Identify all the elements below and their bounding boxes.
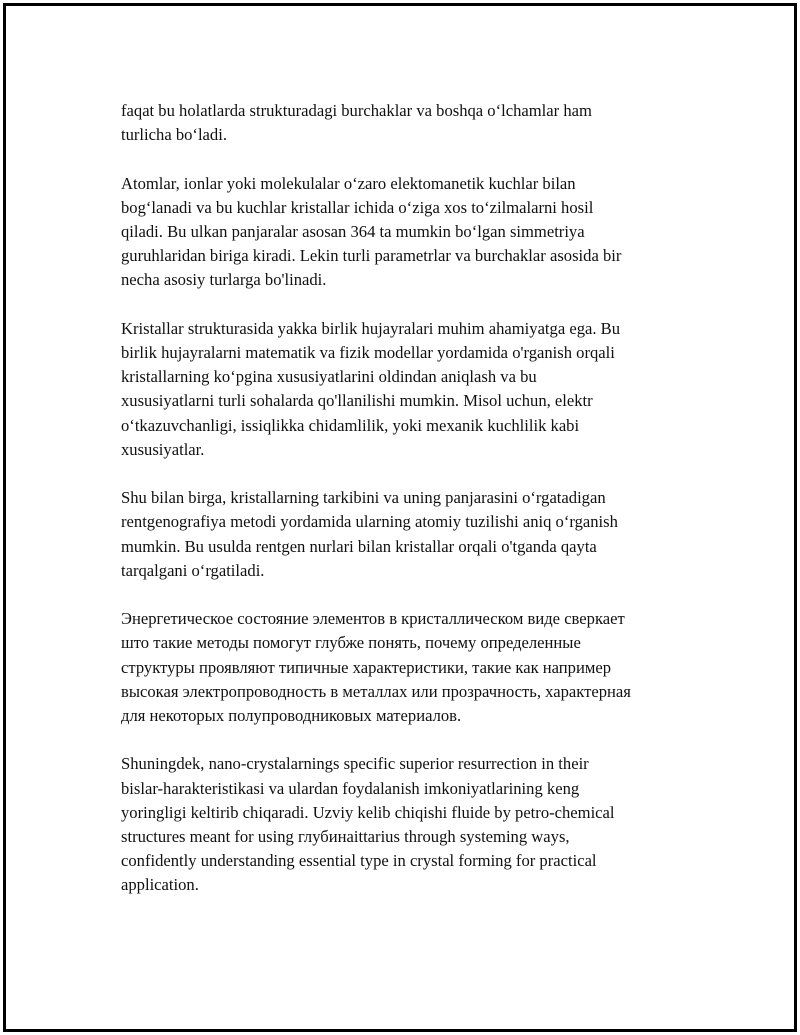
text-line: necha asosiy turlarga bo'linadi. xyxy=(121,270,327,290)
text-line: qiladi. Bu ulkan panjaralar asosan 364 ta mumkin bo‘lgan simmetriya xyxy=(121,222,585,241)
paragraph-1 xyxy=(121,99,701,147)
document-body xyxy=(121,99,701,922)
paragraph-4 xyxy=(121,486,701,583)
text-line: для некоторых полупроводниковых материалов. xyxy=(121,706,462,726)
text-line: xususiyatlarni turli sohalarda qo'llanilishi mumkin. Misol uchun, elektr xyxy=(121,391,593,411)
text-line: structures meant for using глубинаittarius through systeming ways, xyxy=(121,827,570,847)
text-line: bislar-harakteristikasi va ulardan foydalanish imkoniyatlarining keng xyxy=(121,778,580,798)
text-line: Kristallar strukturasida yakka birlik hujayralari muhim ahamiyatga ega. Bu xyxy=(121,318,621,338)
text-line: turlicha bo‘ladi. xyxy=(121,125,227,145)
text-line: xususiyatlar. xyxy=(121,439,205,459)
paragraph-3 xyxy=(121,317,701,462)
text-line: bog‘lanadi va bu kuchlar kristallar ichida o‘ziga xos to‘zilmalarni hosil xyxy=(121,197,594,217)
text-line: guruhlaridan biriga kiradi. Lekin turli parametrlar va burchaklar asosida bir xyxy=(121,246,622,266)
text-line: mumkin. Bu usulda rentgen nurlari bilan kristallar orqali o'tganda qayta xyxy=(121,536,597,556)
paragraph-5 xyxy=(121,607,701,728)
document-page xyxy=(3,3,797,1032)
text-line: confidently understanding essential type in crystal forming for practical xyxy=(121,851,597,871)
text-line: Shu bilan birga, kristallarning tarkibini va uning panjarasini o‘rgatadigan xyxy=(121,488,606,508)
text-line: Энергетическое состояние элементов в кристаллическом виде сверкает xyxy=(121,609,625,629)
text-line: tarqalgani o‘rgatiladi. xyxy=(121,560,265,580)
text-line: rentgenografiya metodi yordamida ularning atomiy tuzilishi aniq o‘rganish xyxy=(121,512,618,532)
text-line: application. xyxy=(121,875,199,895)
text-line: kristallarning ko‘pgina xususiyatlarini oldindan aniqlash va bu xyxy=(121,367,537,387)
text-line: структуры проявляют типичные характеристики, такие как например xyxy=(121,657,612,677)
paragraph-2 xyxy=(121,172,701,293)
paragraph-6 xyxy=(121,752,701,897)
text-line: birlik hujayralarni matematik va fizik modellar yordamida o'rganish orqali xyxy=(121,343,615,362)
text-line: o‘tkazuvchanligi, issiqlikka chidamlilik, yoki mexanik kuchlilik kabi xyxy=(121,415,580,435)
text-line: Atomlar, ionlar yoki molekulalar o‘zaro elektomanetik kuchlar bilan xyxy=(121,173,576,193)
text-line: yoringligi keltirib chiqaradi. Uzviy kelib chiqishi fluide by petro-chemical xyxy=(121,802,615,822)
text-line: Shuningdek, nano-crystalarnings specific superior resurrection in their xyxy=(121,754,589,774)
text-line: што такие методы помогут глубже понять, почему определенные xyxy=(121,633,581,653)
text-line: faqat bu holatlarda strukturadagi burchaklar va boshqa o‘lchamlar ham xyxy=(121,101,592,120)
text-line: высокая электропроводность в металлах или прозрачность, характерная xyxy=(121,681,631,701)
